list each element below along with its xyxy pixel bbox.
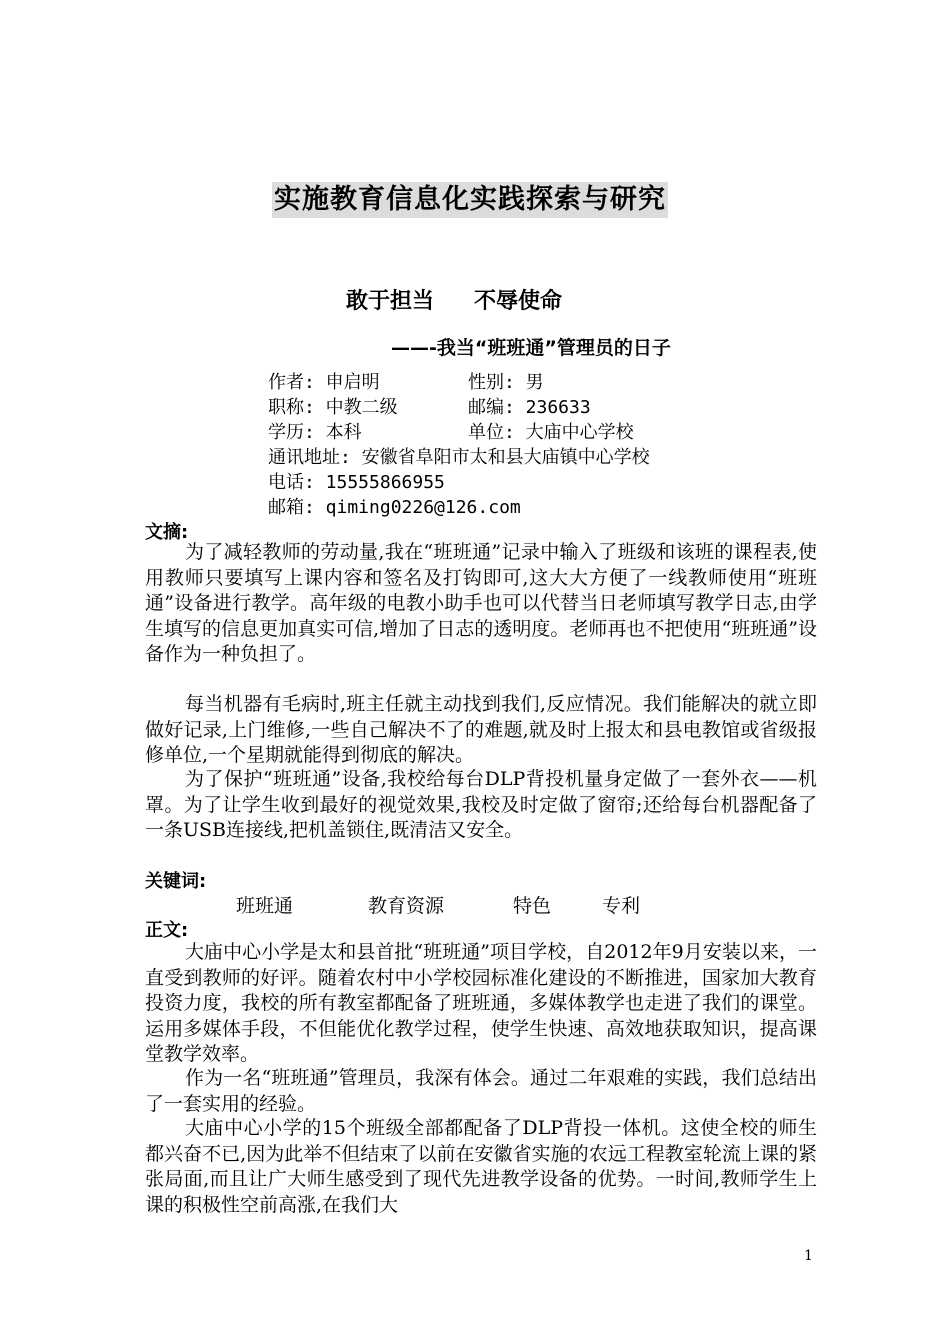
abstract-label: 文摘: [145,522,189,543]
email-field: 邮箱: qiming0226@126.com [268,497,521,518]
keyword: 专利 [602,895,641,917]
keywords-label: 关键词: [145,871,207,892]
abstract-paragraph: 为了减轻教师的劳动量,我在“班班通”记录中输入了班级和该班的课程表,使用教师只要填写上课内容和签名及打钩即可,这大大方便了一线教师使用“班班通”设备进行教学。高年级的电教小助手也可以代替当日老师填写教学日志,由学生填写的信息更加真实可信,增加了日志的透明度。老师再也不把使用“班班通”设备作为一种负担了。 [145,541,817,665]
job-title-field: 职称: 中教二级 [268,397,398,418]
page-number: 1 [804,1248,813,1264]
body-label: 正文: [145,920,189,941]
keyword: 班班通 [236,895,294,917]
postcode-field: 邮编: 236633 [468,397,591,418]
phone-field: 电话: 15555866955 [268,472,445,493]
keyword: 教育资源 [368,895,445,917]
subtitle [346,284,562,315]
address-field: 通讯地址: 安徽省阜阳市太和县大庙镇中心学校 [268,447,650,468]
abstract-paragraph: 为了保护“班班通”设备,我校给每台DLP背投机量身定做了一套外衣——机罩。为了让学生收到最好的视觉效果,我校及时定做了窗帘;还给每台机器配备了一条USB连接线,把机盖锁住,既清洁又安全。 [145,768,817,841]
unit-field: 单位: 大庙中心学校 [468,422,634,443]
document-title: 实施教育信息化实践探索与研究 [272,182,668,218]
author-field: 作者: 申启明 [268,372,380,393]
subtitle-part2: 不辱使命 [474,289,563,314]
subtitle-line2: ——-我当“班班通”管理员的日子 [391,337,671,359]
body-paragraph: 大庙中心小学是太和县首批“班班通”项目学校，自2012年9月安装以来，一直受到教师的好评。随着农村中小学校园标准化建设的不断推进，国家加大教育投资力度，我校的所有教室都配备了班班通，多媒体教学也走进了我们的课堂。运用多媒体手段，不但能优化教学过程，使学生快速、高效地获取知识，提高课堂教学效率。 [145,941,817,1065]
education-field: 学历: 本科 [268,422,362,443]
body-paragraph: 作为一名“班班通”管理员，我深有体会。通过二年艰难的实践，我们总结出了一套实用的经验。 [145,1067,817,1115]
keyword: 特色 [513,895,552,917]
subtitle-part1: 敢于担当 [346,289,435,314]
body-paragraph: 大庙中心小学的15个班级全部都配备了DLP背投一体机。这使全校的师生都兴奋不已,因为此举不但结束了以前在安徽省实施的农远工程教室轮流上课的紧张局面,而且让广大师生感受到了现代先进教学设备的优势。一时间,教师学生上课的积极性空前高涨,在我们大 [145,1117,817,1216]
abstract-paragraph: 每当机器有毛病时,班主任就主动找到我们,反应情况。我们能解决的就立即做好记录,上门维修,一些自己解决不了的难题,就及时上报太和县电教馆或省级报修单位,一个星期就能得到彻底的解决。 [145,693,817,766]
gender-field: 性别: 男 [468,372,544,393]
